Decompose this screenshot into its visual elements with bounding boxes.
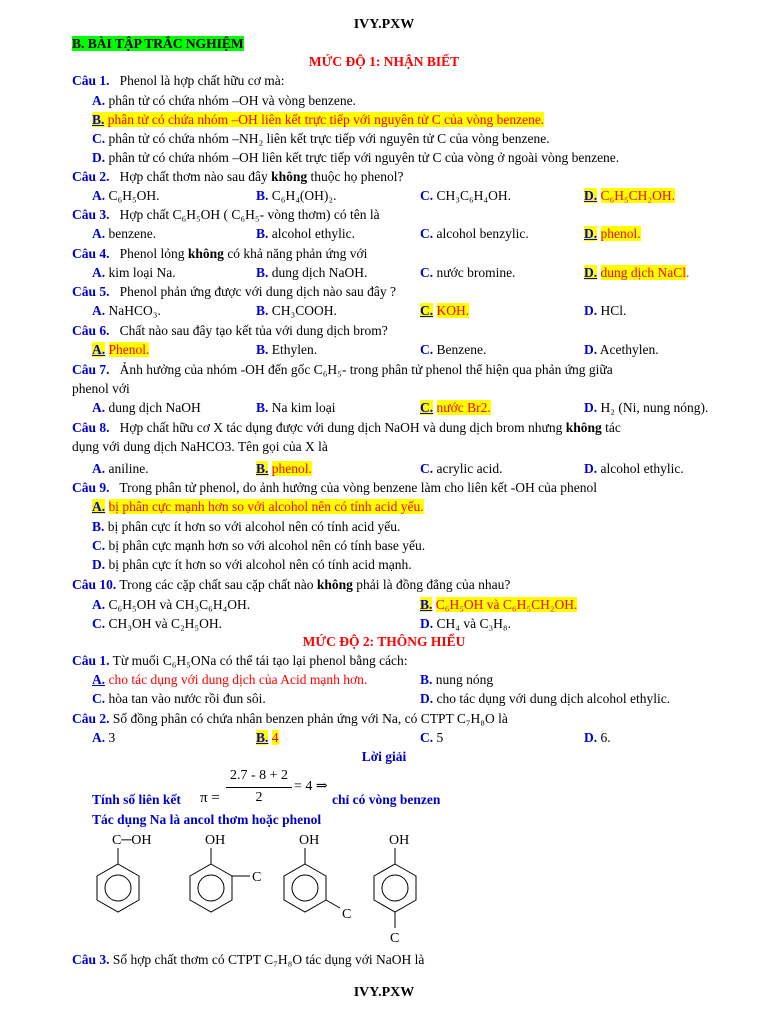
q1-option-a: A. phân tử có chứa nhóm –OH và vòng benzene.: [92, 93, 356, 108]
q3-option-a: A. benzene.: [92, 226, 157, 241]
l2q2-option-d: D. 6.: [584, 730, 611, 745]
q5-stem: Câu 5. Phenol phản ứng được với dung dịch nào sau đây ?: [72, 284, 397, 299]
q6-stem: Câu 6. Chất nào sau đây tạo kết tủa với dung dịch brom?: [72, 323, 388, 338]
q2-stem: Câu 2. Hợp chất thơm nào sau đây không thuộc họ phenol?: [72, 169, 404, 184]
structure-label-c-oh: C─OH: [112, 833, 152, 848]
q1-label: Câu 1.: [72, 73, 110, 88]
q4-option-c: C. nước bromine.: [420, 265, 516, 280]
q7-stem: Câu 7. Ảnh hưởng của nhóm -OH đến gốc C₆H₅- trong phân tử phenol thể hiện qua phản ứng giữa: [72, 362, 613, 377]
q8-stem: Câu 8. Hợp chất hữu cơ X tác dụng được với dung dịch NaOH và dung dịch brom nhưng không tác: [72, 420, 621, 435]
formula-denominator: 2: [255, 790, 263, 805]
q9-option-d: D. bị phân cực ít hơn so với alcohol nên có tính acid mạnh.: [92, 557, 412, 572]
q7-option-b: B. Na kim loại: [256, 400, 336, 415]
solution-line1-suffix: chỉ có vòng benzen: [332, 792, 441, 807]
footer-title: IVY.PXW: [353, 985, 415, 1000]
q6-option-d: D. Acethylen.: [584, 342, 659, 357]
level2-heading: MỨC ĐỘ 2: THÔNG HIỂU: [302, 634, 466, 649]
solution-title: Lời giải: [361, 749, 407, 764]
q1-option-d: D. phân tử có chứa nhóm –OH liên kết trực tiếp với nguyên tử C của vòng ở ngoài vòng benzene.: [92, 150, 620, 165]
q3-stem: Câu 3. Hợp chất C₆H₅OH ( C₆H₅- vòng thơm) có tên là: [72, 207, 380, 222]
q9-stem: Câu 9. Trong phân tử phenol, do ảnh hưởng của vòng benzene làm cho liên kết -OH của phenol: [72, 480, 597, 495]
q10-option-c: C. CH₃OH và C₂H₅OH.: [92, 616, 222, 631]
svg-text:C: C: [342, 907, 352, 922]
q1-stem: [72, 72, 768, 89]
header-title: IVY.PXW: [353, 17, 415, 32]
l2q2-option-a: A. 3: [92, 730, 116, 745]
q6-option-b: B. Ethylen.: [256, 342, 318, 357]
q5-option-c: C. KOH.: [420, 303, 470, 318]
q1-option-b: B. phân tử có chứa nhóm –OH liên kết trực tiếp với nguyên tử C của vòng benzene.: [92, 112, 545, 127]
formula-result: = 4 ⇒: [294, 779, 328, 794]
q3-option-d: D. phenol.: [584, 226, 641, 241]
l2q1-option-a: A. cho tác dụng với dung dịch của Acid mạnh hơn.: [92, 672, 368, 687]
q10-option-a: A. C₆H₅OH và CH₃C₆H₄OH.: [92, 597, 251, 612]
q10-option-d: D. CH₄ và C₃H₈.: [420, 616, 511, 631]
l2q1-option-b: B. nung nóng: [420, 672, 494, 687]
structure-o-cresol: [178, 826, 273, 921]
q2-option-c: C. CH₃C₆H₄OH.: [420, 188, 512, 203]
svg-text:OH: OH: [205, 833, 226, 848]
q2-option-b: B. C₆H₄(OH)₂.: [256, 188, 337, 203]
q1-text: Phenol là hợp chất hữu cơ mà:: [119, 73, 285, 88]
q8-option-a: A. aniline.: [92, 461, 149, 476]
structure-benzyl-alcohol: [84, 826, 164, 921]
q2-option-a: A. C₆H₅OH.: [92, 188, 160, 203]
svg-text:OH: OH: [299, 833, 320, 848]
l2q2-option-c: C. 5: [420, 730, 444, 745]
q10-stem: Câu 10. Trong các cặp chất sau cặp chất nào không phải là đồng đẳng của nhau?: [72, 577, 511, 592]
q5-option-a: A. NaHCO₃.: [92, 303, 161, 318]
svg-text:OH: OH: [389, 833, 410, 848]
formula-pi: π =: [200, 790, 220, 806]
q3-option-c: C. alcohol benzylic.: [420, 226, 529, 241]
formula-numerator: 2.7 - 8 + 2: [229, 768, 289, 783]
q4-stem: Câu 4. Phenol lỏng không có khả năng phản ứng với: [72, 246, 368, 261]
level1-heading: MỨC ĐỘ 1: NHẬN BIẾT: [308, 54, 460, 69]
q10-option-b: B. C₆H₅OH và C₆H₅CH₂OH.: [420, 597, 578, 612]
q8-option-d: D. alcohol ethylic.: [584, 461, 684, 476]
q6-option-a: A. Phenol.: [92, 342, 150, 357]
structure-p-cresol: [362, 826, 442, 946]
solution-line1-prefix: Tính số liên kết: [92, 792, 181, 807]
formula-fraction-bar: [226, 787, 292, 788]
q7-option-d: D. H₂ (Ni, nung nóng).: [584, 400, 709, 415]
q6-option-c: C. Benzene.: [420, 342, 487, 357]
q8-option-b: B. phenol.: [256, 461, 312, 476]
q9-option-b: B. bị phân cực ít hơn so với alcohol nên có tính acid yếu.: [92, 519, 401, 534]
q7-stem-cont: phenol với: [72, 381, 130, 396]
q5-option-b: B. CH₃COOH.: [256, 303, 337, 318]
section-title: B. BÀI TẬP TRẮC NGHIỆM: [72, 36, 244, 51]
q7-option-c: C. nước Br2.: [420, 400, 491, 415]
q2-option-d: D. C₆H₅CH₂OH.: [584, 188, 676, 203]
l2q3-stem: Câu 3. Số hợp chất thơm có CTPT C₇H₈O tác dụng với NaOH là: [72, 952, 425, 967]
q3-option-b: B. alcohol ethylic.: [256, 226, 355, 241]
q4-option-a: A. kim loại Na.: [92, 265, 176, 280]
l2q1-option-c: C. hòa tan vào nước rồi đun sôi.: [92, 691, 266, 706]
l2q2-stem: Câu 2. Số đồng phân có chứa nhân benzen phản ứng với Na, có CTPT C₇H₈O là: [72, 711, 508, 726]
structure-m-cresol: [272, 826, 367, 926]
q4-option-d: D. dung dịch NaCl.: [584, 265, 690, 280]
q5-option-d: D. HCl.: [584, 303, 627, 318]
q1-option-c: C. phân tử có chứa nhóm –NH₂ liên kết trực tiếp với nguyên tử C của vòng benzene.: [92, 131, 550, 146]
q7-option-a: A. dung dịch NaOH: [92, 400, 201, 415]
q8-option-c: C. acrylic acid.: [420, 461, 503, 476]
solution-line2: Tác dụng Na là ancol thơm hoặc phenol: [92, 812, 322, 827]
q8-stem-cont: dụng với dung dịch NaHCO3. Tên gọi của X là: [72, 439, 328, 454]
l2q2-option-b: B. 4: [256, 730, 279, 745]
l2q1-option-d: D. cho tác dụng với dung dịch alcohol ethylic.: [420, 691, 671, 706]
l2q1-stem: Câu 1. Từ muối C₆H₅ONa có thể tái tạo lại phenol bằng cách:: [72, 653, 408, 668]
q9-option-a: A. bị phân cực mạnh hơn so với alcohol nên có tính acid yếu.: [92, 499, 424, 514]
svg-text:C: C: [252, 870, 262, 885]
q9-option-c: C. bị phân cực mạnh hơn so với alcohol nên có tính base yếu.: [92, 538, 426, 553]
svg-text:C: C: [390, 931, 400, 946]
q4-option-b: B. dung dịch NaOH.: [256, 265, 368, 280]
